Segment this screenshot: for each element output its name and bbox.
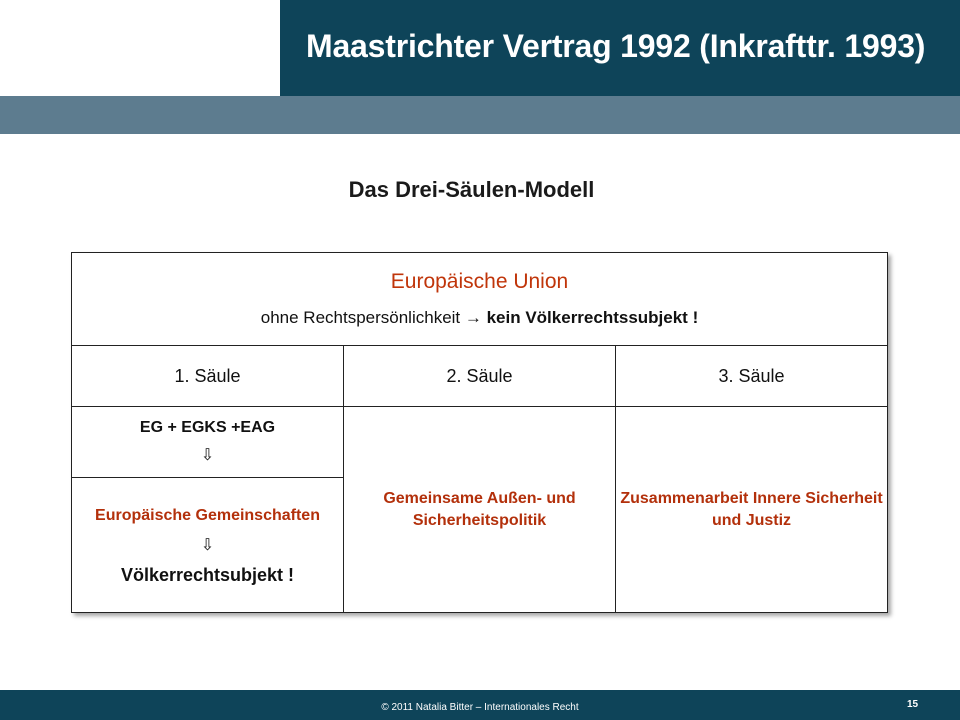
eu-title: Europäische Union [390, 270, 569, 293]
pillar1-status-cell [72, 478, 344, 613]
column-header-row [72, 346, 888, 407]
column-header-3: 3. Säule [616, 346, 888, 407]
pillar-row-top [72, 407, 888, 478]
eu-status-prefix: ohne Rechtspersönlichkeit → [260, 308, 487, 327]
footer-copyright: © 2011 Natalia Bitter – Internationales Recht [381, 702, 579, 713]
header-band [0, 96, 960, 134]
eu-legal-status [72, 308, 887, 328]
three-pillar-table [71, 252, 888, 613]
pillar3-label: Zusammenarbeit Innere Sicherheit und Justiz [620, 489, 883, 529]
pillar1-communities-cell [72, 407, 344, 478]
pillar2-label: Gemeinsame Außen- und Sicherheitspolitik [383, 489, 576, 529]
pillar1-treaties: EG + EGKS +EAG [139, 419, 276, 436]
pillar1-legal-status: Völkerrechtsubjekt ! [120, 564, 295, 585]
pillar1-name: Europäische Gemeinschaften [95, 506, 320, 524]
pillar3-cell [616, 407, 888, 613]
page-number: 15 [907, 699, 919, 710]
section-heading: Das Drei-Säulen-Modell [348, 177, 595, 202]
column-header-2: 2. Säule [344, 346, 616, 407]
eu-cell [72, 253, 888, 346]
down-arrow-icon: ⇩ [200, 447, 215, 464]
down-arrow-icon: ⇩ [200, 536, 215, 554]
eu-row [72, 253, 888, 346]
eu-status-bold: kein Völkerrechtssubjekt ! [486, 308, 699, 327]
pillar2-cell [344, 407, 616, 613]
slide-title: Maastrichter Vertrag 1992 (Inkrafttr. 1993) [306, 28, 926, 64]
column-header-1: 1. Säule [72, 346, 344, 407]
